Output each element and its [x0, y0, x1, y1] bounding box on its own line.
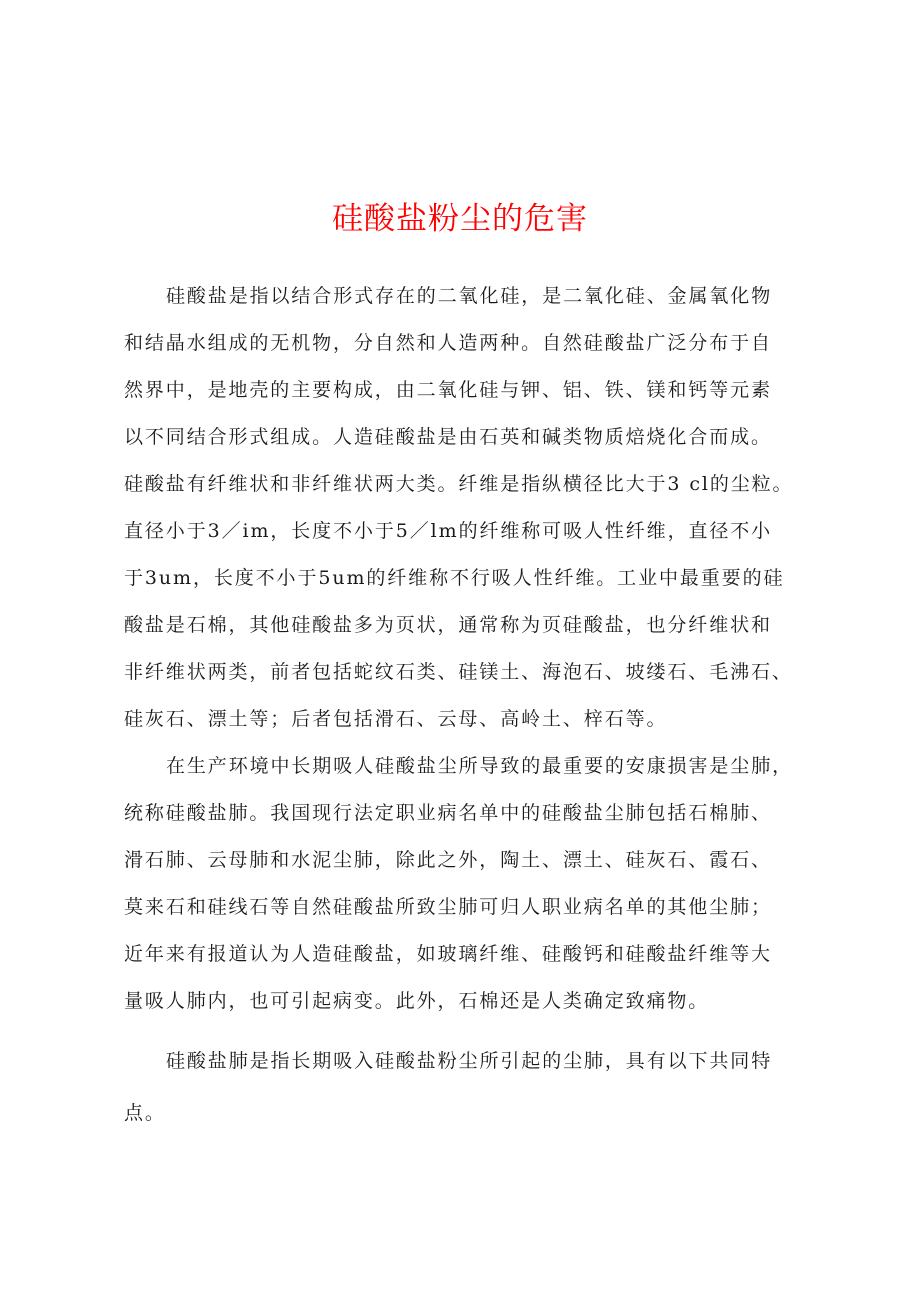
text-line: 于3um，长度不小于5um的纤维称不行吸人性纤维。工业中最重要的硅	[124, 567, 785, 589]
text-line: 非纤维状两类，前者包括蛇纹石类、硅镁土、海泡石、坡缕石、毛沸石、	[124, 661, 793, 683]
text-line: 统称硅酸盐肺。我国现行法定职业病名单中的硅酸盐尘肺包括石棉肺、	[124, 802, 772, 824]
text-line: 硅酸盐是指以结合形式存在的二氧化硅，是二氧化硅、金属氧化物	[166, 285, 773, 307]
text-line: 硅酸盐有纤维状和非纤维状两大类。纤维是指纵横径比大于3 cl的尘粒。	[124, 473, 794, 495]
document-title: 硅酸盐粉尘的危害	[332, 201, 588, 237]
text-line: 点。	[124, 1102, 166, 1124]
text-line: 硅酸盐肺是指长期吸入硅酸盐粉尘所引起的尘肺，具有以下共同特	[166, 1050, 773, 1072]
text-line: 和结晶水组成的无机物，分自然和人造两种。自然硅酸盐广泛分布于自	[124, 332, 772, 354]
text-line: 直径小于3／im，长度不小于5／lm的纤维称可吸人性纤维，直径不小	[124, 520, 773, 542]
text-line: 然界中，是地壳的主要构成，由二氧化硅与钾、铝、铁、镁和钙等元素	[124, 379, 772, 401]
text-line: 莫来石和硅线石等自然硅酸盐所致尘肺可归人职业病名单的其他尘肺；	[124, 896, 772, 918]
text-line: 硅灰石、漂土等；后者包括滑石、云母、高岭土、梓石等。	[124, 708, 668, 730]
text-line: 近年来有报道认为人造硅酸盐，如玻璃纤维、硅酸钙和硅酸盐纤维等大	[124, 943, 772, 965]
text-line: 酸盐是石棉，其他硅酸盐多为页状，通常称为页硅酸盐，也分纤维状和	[124, 614, 772, 636]
text-line: 以不同结合形式组成。人造硅酸盐是由石英和碱类物质焙烧化合而成。	[124, 426, 772, 448]
text-line: 量吸人肺内，也可引起病变。此外，石棉还是人类确定致痛物。	[124, 990, 710, 1012]
text-line: 在生产环境中长期吸人硅酸盐尘所导致的最重要的安康损害是尘肺，	[166, 755, 794, 777]
text-line: 滑石肺、云母肺和水泥尘肺，除此之外，陶土、漂土、硅灰石、霞石、	[124, 849, 772, 871]
